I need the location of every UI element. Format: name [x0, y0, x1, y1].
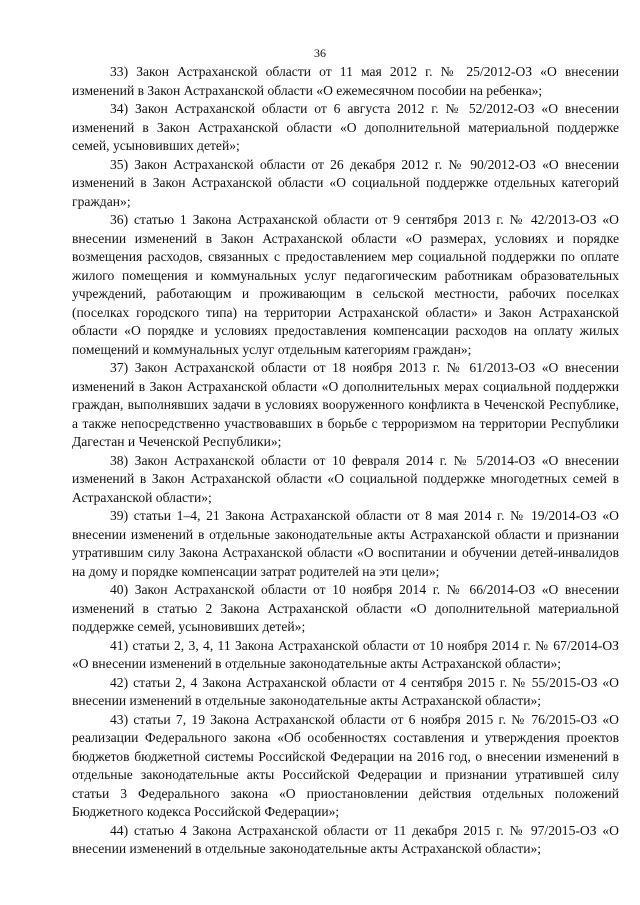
list-item: 40) Закон Астраханской области от 10 ноября 2014 г. № 66/2014-ОЗ «О внесении изменений в статью 2 Закона Астраханской области «О дополнительной материальной поддержке семей, усыновивших детей»; [72, 582, 619, 634]
list-item: 38) Закон Астраханской области от 10 февраля 2014 г. № 5/2014-ОЗ «О внесении изменений в Закон Астраханской области «О социальной поддержке многодетных семей в Астраханской области»; [72, 452, 619, 505]
list-item: 41) статьи 2, 3, 4, 11 Закона Астраханской области от 10 ноября 2014 г. № 67/2014-ОЗ «О внесении изменений в отдельные законодательные акты Астраханской области»; [72, 637, 619, 671]
list-item: 33) Закон Астраханской области от 11 мая 2012 г. № 25/2012-ОЗ «О внесении изменений в Закон Астраханской области «О ежемесячном пособии на ребенка»; [72, 64, 619, 98]
list-item: 39) статьи 1–4, 21 Закона Астраханской области от 8 мая 2014 г. № 19/2014-ОЗ «О внесении изменений в отдельные законодательные акты Астраханской области и признании утратившим силу Закона Астраханской области «О воспитании и обучении детей-инвалидов на дому и порядке компенсации затрат родителей на эти цели»; [72, 508, 619, 579]
list-item: 44) статью 4 Закона Астраханской области от 11 декабря 2015 г. № 97/2015-ОЗ «О внесении изменений в отдельные законодательные акты Астраханской области»; [72, 822, 619, 856]
list-item: 37) Закон Астраханской области от 18 ноября 2013 г. № 61/2013-ОЗ «О внесении изменений в Закон Астраханской области «О дополнительных мерах социальной поддержки граждан, выполнявших задачи в условиях вооруженного конфликта в Чеченской Республике, а также непосредственно участвовавших в борьбе с терроризмом на территории Республики Дагестан и Чеченской Республики»; [72, 360, 619, 449]
list-item: 36) статью 1 Закона Астраханской области от 9 сентября 2013 г. № 42/2013-ОЗ «О внесении изменений в Закон Астраханской области «О размерах, условиях и порядке возмещения расходов, связанных с предоставлением мер социальной поддержки по оплате жилого помещения и коммунальных услуг педагогическим работникам образовательных учреждений, работающим и проживающим в сельской местности, рабочих поселках (поселках городского типа) на территории Астраханской области» и Закон Астраханской области «О порядке и условиях предоставления компенсации расходов на оплату жилых помещений и коммунальных услуг отдельным категориям граждан»; [72, 212, 619, 357]
document-body [72, 63, 619, 859]
list-item: 43) статьи 7, 19 Закона Астраханской области от 6 ноября 2015 г. № 76/2015-ОЗ «О реализации Федерального закона «Об особенностях составления и утверждения проектов бюджетов бюджетной системы Российской Федерации на 2016 год, о внесении изменений в отдельные законодательные акты Российской Федерации и признании утратившей силу статьи 3 Федерального закона «О приостановлении действия отдельных положений Бюджетного кодекса Российской Федерации»; [72, 711, 619, 819]
list-item: 42) статьи 2, 4 Закона Астраханской области от 4 сентября 2015 г. № 55/2015-ОЗ «О внесении изменений в отдельные законодательные акты Астраханской области»; [72, 674, 619, 708]
list-item: 34) Закон Астраханской области от 6 августа 2012 г. № 52/2012-ОЗ «О внесении изменений в Закон Астраханской области «О дополнительной материальной поддержке семей, усыновивших детей»; [72, 101, 619, 153]
page-number: 36 [314, 46, 326, 60]
list-item: 35) Закон Астраханской области от 26 декабря 2012 г. № 90/2012-ОЗ «О внесении изменений в Закон Астраханской области «О социальной поддержке отдельных категорий граждан»; [72, 156, 619, 209]
